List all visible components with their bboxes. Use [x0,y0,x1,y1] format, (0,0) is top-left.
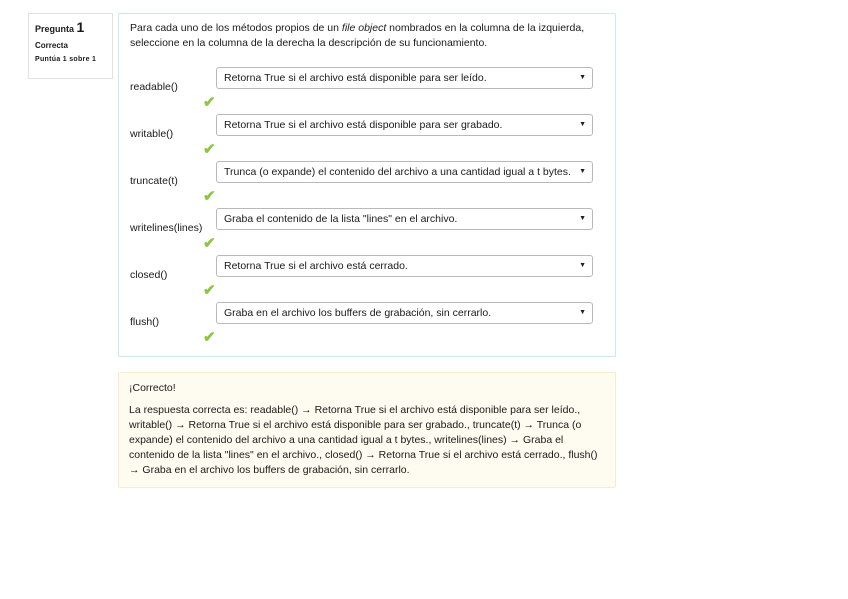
match-label: readable() [130,81,178,93]
checkmark-icon: ✔ [203,235,216,252]
correct-answer-text: La respuesta correcta es: readable() → Retorna True si el archivo está disponible para ser leído., writable() → Retorna True si el archivo está disponible para ser grabado., truncate(t) → Trunca (o expande) el contenido del archivo a una cantidad igual a t bytes., writelines(lines) → Graba el contenido de la lista "lines" en el archivo., closed() → Retorna True si el archivo está cerrado., flush() → Graba en el archivo los buffers de grabación, sin cerrarlo. [129,404,598,476]
match-label: flush() [130,316,160,328]
match-row-closed [130,255,610,302]
answer-select[interactable]: Graba en el archivo los buffers de grabación, sin cerrarlo. ▼ [216,302,593,324]
question-state: Correcta [35,41,68,50]
match-row-truncate [130,161,610,208]
feedback-status: ¡Correcto! [129,382,176,394]
match-label: writelines(lines) [130,222,203,234]
chevron-down-icon: ▼ [579,215,586,222]
checkmark-icon: ✔ [203,141,216,158]
checkmark-icon: ✔ [203,282,216,299]
chevron-down-icon: ▼ [579,74,586,81]
chevron-down-icon: ▼ [579,262,586,269]
answer-select[interactable]: Retorna True si el archivo está cerrado. ▼ [216,255,593,277]
match-label: writable() [130,128,174,140]
match-row-flush [130,302,610,349]
checkmark-icon: ✔ [203,329,216,346]
chevron-down-icon: ▼ [579,121,586,128]
question-number: Pregunta 1 [35,19,85,35]
question-info [28,13,113,79]
match-row-writelines [130,208,610,255]
answer-select[interactable]: Graba el contenido de la lista "lines" en el archivo. ▼ [216,208,593,230]
chevron-down-icon: ▼ [579,168,586,175]
feedback-panel [118,372,616,488]
answer-select[interactable]: Trunca (o expande) el contenido del archivo a una cantidad igual a t bytes. ▼ [216,161,593,183]
chevron-down-icon: ▼ [579,309,586,316]
match-label: closed() [130,269,168,281]
checkmark-icon: ✔ [203,94,216,111]
answer-select[interactable]: Retorna True si el archivo está disponible para ser leído. ▼ [216,67,593,89]
question-grade: Puntúa 1 sobre 1 [35,56,97,63]
checkmark-icon: ✔ [203,188,216,205]
answer-select[interactable]: Retorna True si el archivo está disponible para ser grabado. ▼ [216,114,593,136]
match-row-readable [130,67,610,114]
match-row-writable [130,114,610,161]
match-label: truncate(t) [130,175,178,187]
question-text: Para cada uno de los métodos propios de un file object nombrados en la columna de la izquierda, seleccione en la columna de la derecha la descripción de su funcionamiento. [130,22,585,49]
question-formulation [118,13,616,357]
